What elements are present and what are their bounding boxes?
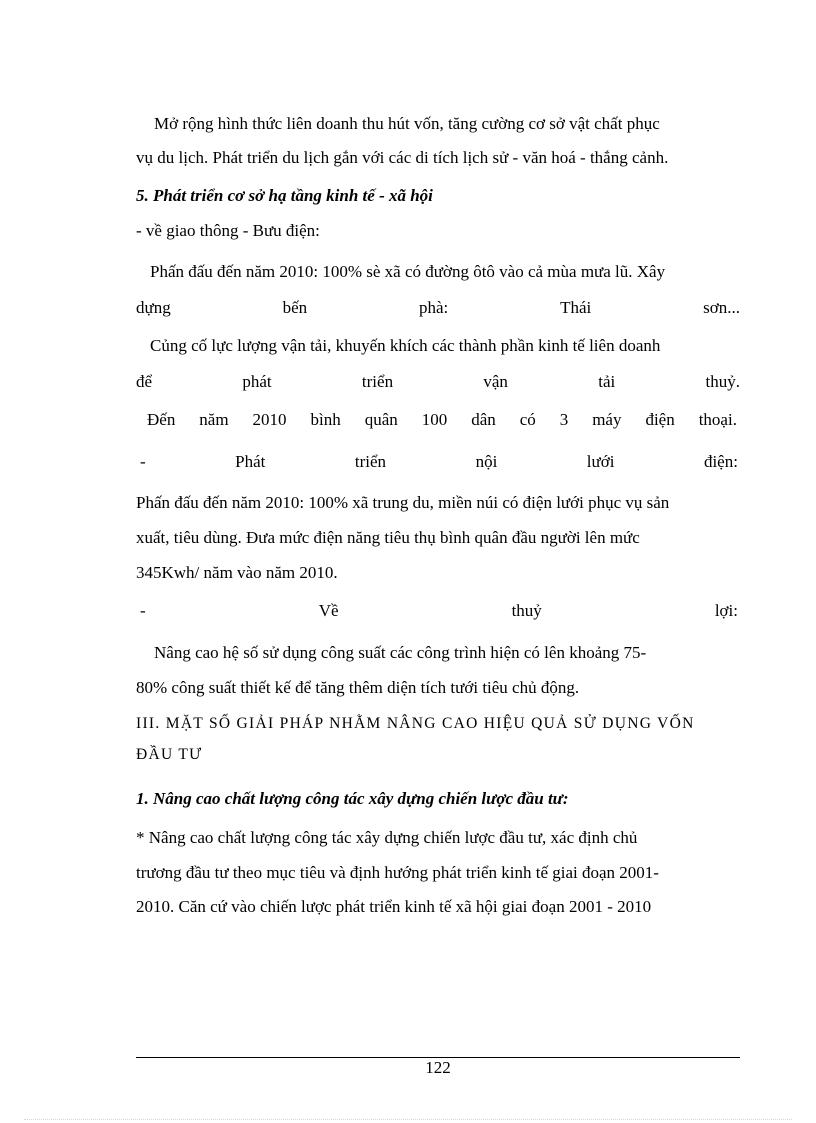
- word: lưới: [586, 452, 615, 471]
- paragraph-line: Phấn đấu đến năm 2010: 100% xã trung du, miền núi có điện lưới phục vụ sản: [136, 493, 670, 512]
- word: bình: [310, 410, 341, 429]
- paragraph-line: Mở rộng hình thức liên doanh thu hút vốn, tăng cường cơ sở vật chất phục: [154, 114, 660, 133]
- word: phát: [242, 372, 272, 391]
- paragraph-line: Phấn đấu đến năm 2010: 100% sè xã có đường ôtô vào cả mùa mưa lũ. Xây: [150, 262, 666, 281]
- justified-line: [136, 371, 740, 393]
- word: thuỷ.: [705, 372, 740, 391]
- word: 2010: [252, 410, 287, 429]
- paragraph-line: xuất, tiêu dùng. Đưa mức điện năng tiêu thụ bình quân đầu người lên mức: [136, 528, 640, 547]
- word: để: [136, 372, 153, 391]
- word: quân: [364, 410, 398, 429]
- paragraph-line: 2010. Căn cứ vào chiến lược phát triển kinh tế xã hội giai đoạn 2001 - 2010: [136, 897, 652, 916]
- word: dân: [471, 410, 496, 429]
- word: vận: [483, 372, 508, 391]
- section-heading: 5. Phát triển cơ sở hạ tầng kinh tế - xã hội: [136, 186, 433, 205]
- word: tải: [598, 372, 616, 391]
- word: -: [140, 601, 146, 620]
- justified-line: [140, 600, 738, 622]
- subsection-heading: 1. Nâng cao chất lượng công tác xây dựng chiến lược đầu tư:: [136, 789, 569, 808]
- word: lợi:: [714, 601, 738, 620]
- paragraph-line: trương đầu tư theo mục tiêu và định hướng phát triển kinh tế giai đoạn 2001-: [136, 863, 659, 882]
- section-heading: III. MẶT SỐ GIẢI PHÁP NHẰM NÂNG CAO HIỆU QUẢ SỬ DỤNG VỐN: [136, 715, 695, 732]
- word: điện: [645, 410, 675, 429]
- page-edge-divider: [24, 1119, 792, 1120]
- word: triển: [361, 372, 394, 391]
- word: bến: [282, 298, 308, 317]
- paragraph-line: 80% công suất thiết kế để tăng thêm diện tích tưới tiêu chủ động.: [136, 678, 580, 697]
- word: triển: [354, 452, 387, 471]
- word: thuỷ: [511, 601, 542, 620]
- word: thoại.: [698, 410, 737, 429]
- paragraph-line: - về giao thông - Bưu điện:: [136, 221, 320, 240]
- paragraph-line: * Nâng cao chất lượng công tác xây dựng chiến lược đầu tư, xác định chủ: [136, 828, 638, 847]
- word: máy: [592, 410, 622, 429]
- page-number: 122: [425, 1058, 451, 1077]
- word: 100: [421, 410, 448, 429]
- word: -: [140, 452, 146, 471]
- word: Thái: [560, 298, 592, 317]
- justified-line: [147, 409, 737, 431]
- paragraph-line: Củng cố lực lượng vận tải, khuyến khích các thành phần kinh tế liên doanh: [150, 336, 661, 355]
- word: sơn...: [703, 298, 740, 317]
- justified-line: [136, 297, 740, 319]
- word: 3: [559, 410, 569, 429]
- word: dựng: [136, 298, 171, 317]
- justified-line: [140, 451, 738, 473]
- paragraph-line: Nâng cao hệ số sử dụng công suất các công trình hiện có lên khoảng 75-: [154, 643, 647, 662]
- word: Về: [318, 601, 339, 620]
- word: điện:: [703, 452, 738, 471]
- word: nội: [475, 452, 498, 471]
- paragraph-line: 345Kwh/ năm vào năm 2010.: [136, 563, 338, 582]
- word: năm: [199, 410, 229, 429]
- word: có: [519, 410, 536, 429]
- word: Phát: [235, 452, 266, 471]
- word: phà:: [418, 298, 449, 317]
- word: Đến: [147, 410, 176, 429]
- paragraph-line: vụ du lịch. Phát triển du lịch gắn với các di tích lịch sử - văn hoá - thắng cảnh.: [136, 148, 669, 167]
- section-heading: ĐẦU TƯ: [136, 746, 203, 763]
